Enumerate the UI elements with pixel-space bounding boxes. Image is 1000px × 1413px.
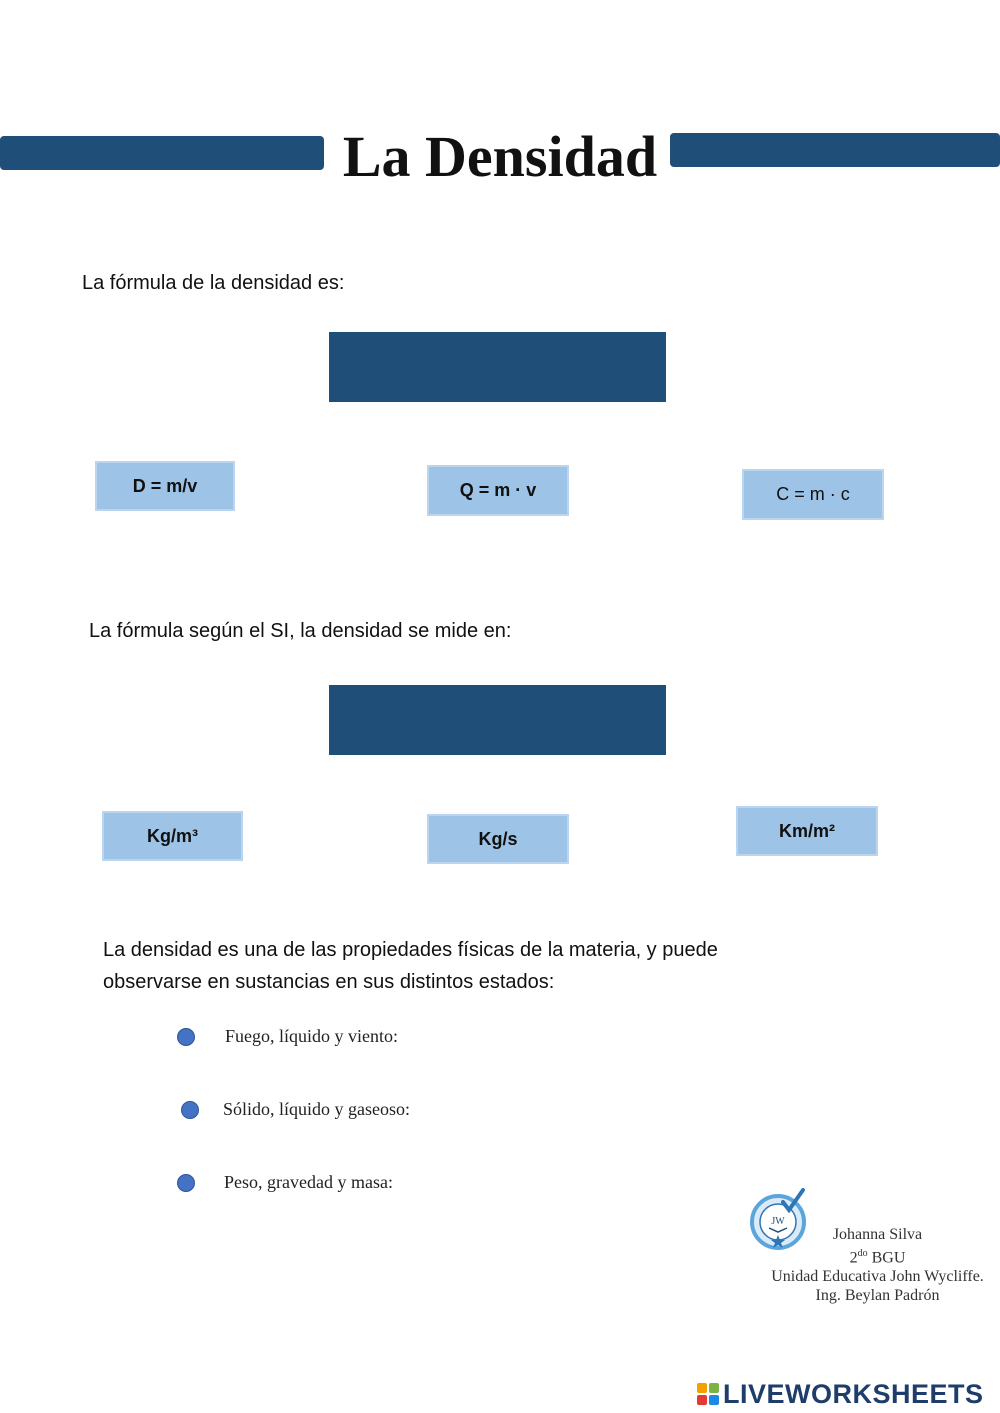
radio-label: Peso, gravedad y masa: [224, 1172, 393, 1192]
question-2-prompt: La fórmula según el SI, la densidad se mide en: [89, 620, 512, 642]
teacher-name: Ing. Beylan Padrón [815, 1287, 940, 1305]
option-kg-s[interactable]: Kg/s [427, 814, 569, 864]
grade [755, 1244, 1000, 1267]
question-3-line-2: observarse en sustancias en sus distintos estados: [103, 971, 555, 993]
radio-dot[interactable] [177, 1028, 195, 1046]
radio-dot[interactable] [177, 1174, 195, 1192]
grade-rest: BGU [867, 1249, 906, 1267]
option-kg-m3[interactable]: Kg/m³ [102, 811, 243, 861]
liveworksheets-logo-text: LIVEWORKSHEETS [723, 1378, 984, 1409]
logo-text: JW [771, 1216, 785, 1227]
option-c-formula[interactable]: C = m · c [742, 469, 884, 520]
credit-block [755, 1225, 1000, 1305]
title-bar-right [670, 133, 1000, 167]
question-3-prompt [103, 934, 783, 998]
radio-dot[interactable] [181, 1101, 199, 1119]
answer-drop-zone-2[interactable] [329, 685, 666, 755]
question-1-prompt: La fórmula de la densidad es: [82, 272, 345, 294]
radio-option-1[interactable] [177, 1026, 398, 1047]
option-km-m2[interactable]: Km/m² [736, 806, 878, 856]
radio-option-2[interactable] [181, 1099, 410, 1120]
title-bar-left [0, 136, 324, 170]
grade-superscript: do [857, 1248, 868, 1259]
grade-number: 2 [849, 1249, 858, 1267]
page-title: La Densidad [342, 124, 658, 189]
radio-option-3[interactable] [177, 1172, 393, 1193]
liveworksheets-icon [697, 1383, 719, 1405]
radio-label: Fuego, líquido y viento: [225, 1026, 398, 1046]
option-density-formula[interactable]: D = m/v [95, 461, 235, 511]
answer-drop-zone-1[interactable] [329, 332, 666, 402]
radio-label: Sólido, líquido y gaseoso: [223, 1099, 411, 1119]
author-name: Johanna Silva [832, 1226, 923, 1243]
question-3-line-1: La densidad es una de las propiedades físicas de la materia, y puede [103, 939, 718, 961]
liveworksheets-brand [697, 1377, 984, 1411]
school-name: Unidad Educativa John Wycliffe. [771, 1268, 984, 1286]
option-q-formula[interactable]: Q = m · v [427, 465, 569, 516]
